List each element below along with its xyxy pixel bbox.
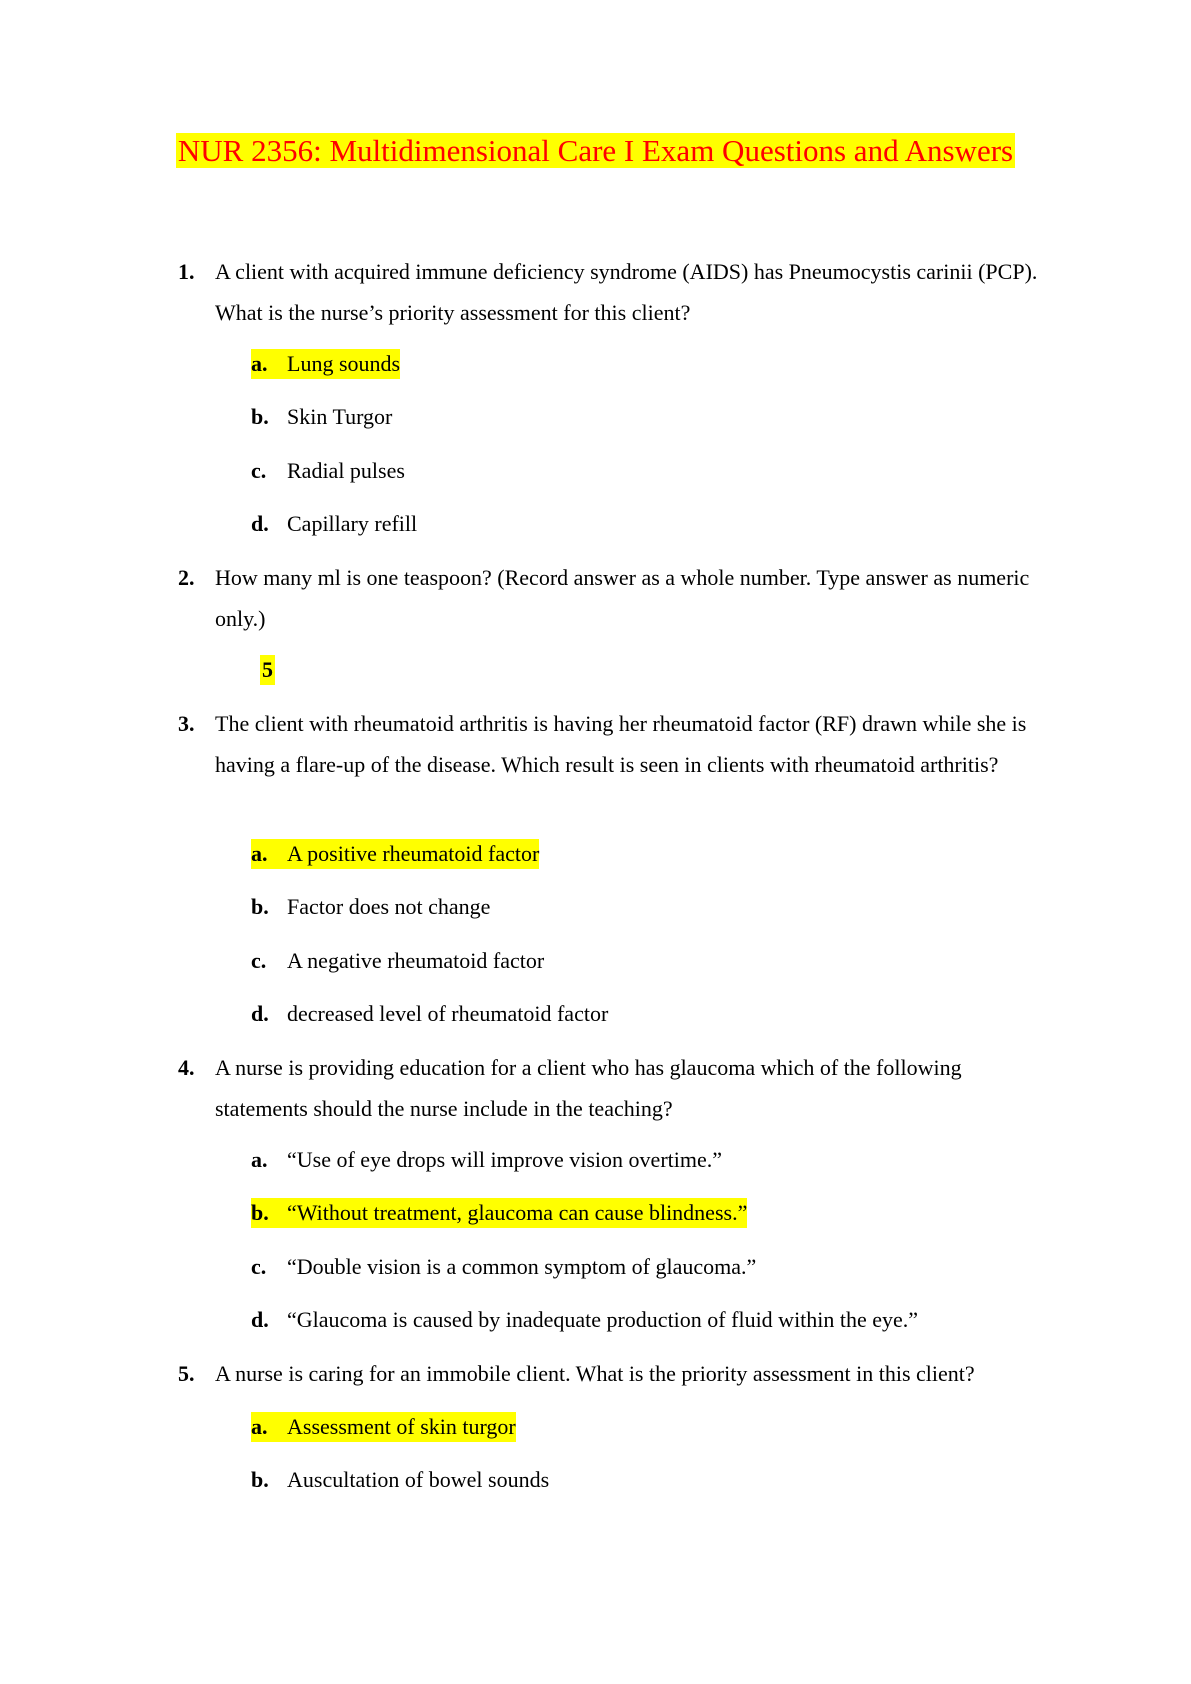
question-3-option-c <box>251 946 544 976</box>
option-text: A negative rheumatoid factor <box>287 948 545 973</box>
option-text: decreased level of rheumatoid factor <box>287 1001 609 1026</box>
document-title <box>0 132 1191 170</box>
question-3-option-b <box>251 892 490 922</box>
question-text: A client with acquired immune deficiency syndrome (AIDS) has Pneumocystis carinii (PCP). What is the nurse’s priority assessment for this client? <box>215 259 1038 325</box>
option-text: A positive rheumatoid factor <box>287 841 540 866</box>
question-text: A nurse is caring for an immobile client. What is the priority assessment in this client? <box>215 1361 975 1386</box>
option-text: Radial pulses <box>287 458 405 483</box>
option-text: Capillary refill <box>287 511 418 536</box>
question-2 <box>178 557 1058 639</box>
option-letter: d. <box>251 511 269 536</box>
option-text: Auscultation of bowel sounds <box>287 1467 550 1492</box>
question-1-option-c <box>251 456 405 486</box>
question-4 <box>178 1047 1058 1129</box>
question-2-answer: 5 <box>260 655 275 685</box>
option-letter: c. <box>251 948 267 973</box>
option-letter: b. <box>251 1467 269 1492</box>
document-title-text: NUR 2356: Multidimensional Care I Exam Questions and Answers <box>177 133 1014 168</box>
option-text: Factor does not change <box>287 894 491 919</box>
question-4-option-a <box>251 1145 722 1175</box>
option-letter: a. <box>251 351 268 376</box>
question-5-option-b <box>251 1465 549 1495</box>
option-text: Skin Turgor <box>287 404 393 429</box>
question-4-option-d <box>251 1305 918 1335</box>
option-text: “Glaucoma is caused by inadequate production of fluid within the eye.” <box>287 1307 919 1332</box>
question-5 <box>178 1353 1058 1394</box>
question-text: The client with rheumatoid arthritis is having her rheumatoid factor (RF) drawn while she is having a flare-up of the disease. Which result is seen in clients with rheumatoid arthritis? <box>215 711 1027 777</box>
question-3-option-a <box>251 839 539 869</box>
option-text: Assessment of skin turgor <box>287 1414 516 1439</box>
option-letter: d. <box>251 1307 269 1332</box>
question-number: 3. <box>178 711 195 736</box>
question-number: 5. <box>178 1361 195 1386</box>
option-letter: a. <box>251 1414 268 1439</box>
question-text: How many ml is one teaspoon? (Record answer as a whole number. Type answer as numeric only.) <box>215 565 1030 631</box>
option-text: Lung sounds <box>287 351 401 376</box>
option-letter: c. <box>251 458 267 483</box>
option-letter: b. <box>251 894 269 919</box>
option-letter: d. <box>251 1001 269 1026</box>
question-number: 2. <box>178 565 195 590</box>
option-text: “Without treatment, glaucoma can cause blindness.” <box>287 1200 748 1225</box>
question-3-option-d <box>251 999 608 1029</box>
question-3 <box>178 703 1058 785</box>
question-4-option-b <box>251 1198 747 1228</box>
question-number: 1. <box>178 259 195 284</box>
option-letter: a. <box>251 1147 268 1172</box>
question-1-option-d <box>251 509 417 539</box>
question-text: A nurse is providing education for a client who has glaucoma which of the following statements should the nurse include in the teaching? <box>215 1055 962 1121</box>
question-number: 4. <box>178 1055 195 1080</box>
question-4-option-c <box>251 1252 756 1282</box>
option-letter: b. <box>251 404 269 429</box>
question-1 <box>178 251 1058 333</box>
option-letter: b. <box>251 1200 269 1225</box>
question-1-option-b <box>251 402 392 432</box>
option-letter: a. <box>251 841 268 866</box>
option-text: “Double vision is a common symptom of glaucoma.” <box>287 1254 757 1279</box>
option-text: “Use of eye drops will improve vision overtime.” <box>287 1147 723 1172</box>
question-1-option-a <box>251 349 400 379</box>
option-letter: c. <box>251 1254 267 1279</box>
question-5-option-a <box>251 1412 516 1442</box>
